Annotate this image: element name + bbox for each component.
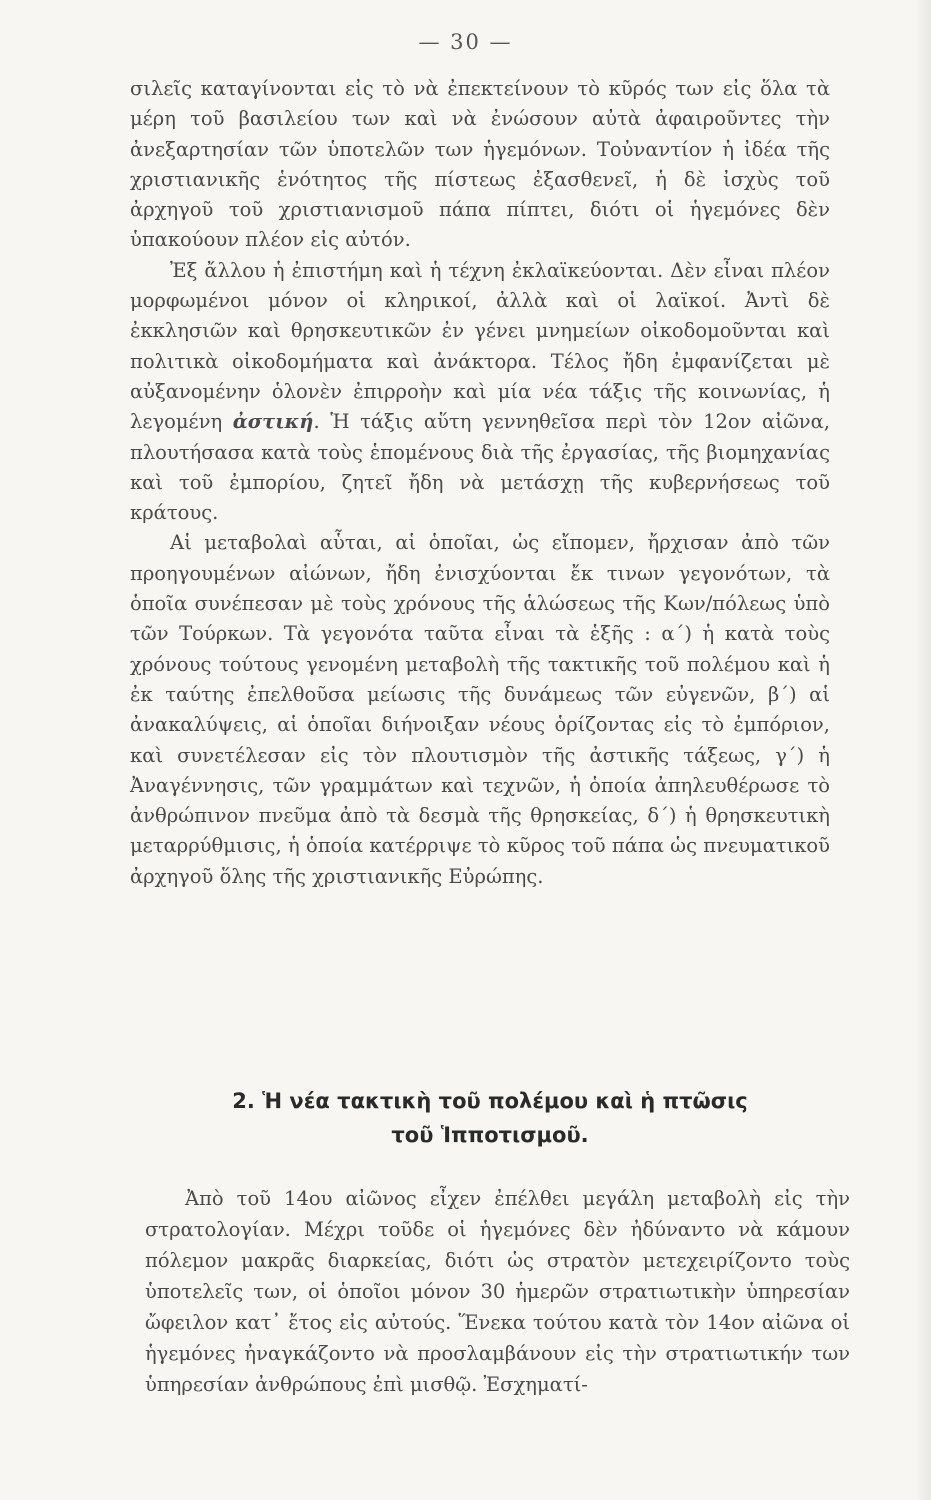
- paragraph-3: Αἱ μεταβολαὶ αὗται, αἱ ὁποῖαι, ὡς εἴπομεν, ἤρχισαν ἀπὸ τῶν προηγουμένων αἰώνων, ἤδη ἐνισχύονται ἔκ τινων γεγονότων, τὰ ὁποῖα συνέπεσαν μὲ τοὺς χρόνους τῆς ἁλώσεως τῆς Κων/πόλεως ὑπὸ τῶν Τούρκων. Τὰ γεγονότα ταῦτα εἶναι τὰ ἑξῆς : α΄) ἡ κατὰ τοὺς χρόνους τούτους γενομένη μεταβολὴ τῆς τακτικῆς τοῦ πολέμου καὶ ἡ ἐκ ταύτης ἐπελθοῦσα μείωσις τῆς δυνάμεως τῶν εὐγενῶν, β΄) αἱ ἀνακαλύψεις, αἱ ὁποῖαι διήνοιξαν νέους ὁρίζοντας εἰς τὸ ἐμπόριον, καὶ συνετέλεσαν εἰς τὸν πλουτισμὸν τῆς ἀστικῆς τάξεως, γ΄) ἡ Ἀναγέννησις, τῶν γραμμάτων καὶ τεχνῶν, ἡ ὁποία ἀπηλευθέρωσε τὸ ἀνθρώπινον πνεῦμα ἀπὸ τὰ δεσμὰ τῆς θρησκείας, δ΄) ἡ θρησκευτικὴ μεταρρύθμισις, ἡ ὁποία κατέρριψε τὸ κῦρος τοῦ πάπα ὡς πνευματικοῦ ἀρχηγοῦ ὅλης τῆς χριστιανικῆς Εὐρώπης.: [130, 531, 830, 888]
- page-number: — 30 —: [418, 30, 513, 54]
- paragraph-2: [130, 256, 830, 529]
- paragraph-2-part-1: Ἐξ ἄλλου ἡ ἐπιστήμη καὶ ἡ τέχνη ἐκλαϊκεύονται. Δὲν εἶναι πλέον μορφωμένοι μόνον οἱ κληρικοί, ἀλλὰ καὶ οἱ λαϊκοί. Ἀντὶ δὲ ἐκκλησιῶν καὶ θρησκευτικῶν ἐν γένει μνημείων οἰκοδομοῦνται καὶ πολιτικὰ οἰκοδομήματα καὶ ἀνάκτορα. Τέλος ἤδη ἐμφανίζεται μὲ αὐξανομένην ὁλονὲν ἐπιρροὴν καὶ μία νέα τάξις τῆς κοινωνίας, ἡ λεγομένη: [130, 258, 830, 434]
- section-heading-line-2: τοῦ Ἱπποτισμοῦ.: [391, 1123, 589, 1147]
- emphasis-astiki: ἀστική: [232, 410, 314, 434]
- paragraph-1: σιλεῖς καταγίνονται εἰς τὸ νὰ ἐπεκτείνουν τὸ κῦρός των εἰς ὅλα τὰ μέρη τοῦ βασιλείου των καὶ νὰ ἐνώσουν αὐτὰ ἀφαιροῦντες τὴν ἀνεξαρτησίαν τῶν ὑποτελῶν των ἡγεμόνων. Τοὐναντίον ἡ ἰδέα τῆς χριστιανικῆς ἑνότητος τῆς πίστεως ἐξασθενεῖ, ἡ δὲ ἰσχὺς τοῦ ἀρχηγοῦ τοῦ χριστιανισμοῦ πάπα πίπτει, διότι οἱ ἡγεμόνες δὲν ὑπακούουν πλέον εἰς αὐτόν.: [130, 77, 830, 252]
- page-edge: [917, 0, 931, 1500]
- section-paragraph-1: Ἀπὸ τοῦ 14ου αἰῶνος εἶχεν ἐπέλθει μεγάλη μεταβολὴ εἰς τὴν στρατολογίαν. Μέχρι τοῦδε οἱ ἡγεμόνες δὲν ἠδύναντο νὰ κάμουν πόλεμον μακρᾶς διαρκείας, διότι ὡς στρατὸν μετεχειρίζοντο τοὺς ὑποτελεῖς των, οἱ ὁποῖοι μόνον 30 ἡμερῶν στρατιωτικὴν ὑπηρεσίαν ὤφειλον κατ᾽ ἔτος εἰς αὐτούς. Ἕνεκα τούτου κατὰ τὸν 14ον αἰῶνα οἱ ἡγεμόνες ἠναγκάζοντο νὰ προσλαμβάνουν εἰς τὴν στρατιωτικήν των ὑπηρεσίαν ἀνθρώπους ἐπὶ μισθῷ. Ἐσχηματί-: [145, 1187, 850, 1396]
- paragraph-2-part-2: . Ἡ τάξις αὕτη γεννηθεῖσα περὶ τὸν 12ον αἰῶνα, πλουτήσασα κατὰ τοὺς ἑπομένους διὰ τῆς ἐργασίας, τῆς βιομηχανίας καὶ τοῦ ἐμπορίου, ζητεῖ ἤδη νὰ μετάσχῃ τῆς κυβερνήσεως τοῦ κράτους.: [130, 410, 830, 525]
- section-heading-line-1: 2. Ἡ νέα τακτικὴ τοῦ πολέμου καὶ ἡ πτῶσις: [232, 1089, 748, 1113]
- main-text: [130, 74, 830, 892]
- section-text: [145, 1183, 850, 1400]
- section-heading: [130, 1084, 850, 1152]
